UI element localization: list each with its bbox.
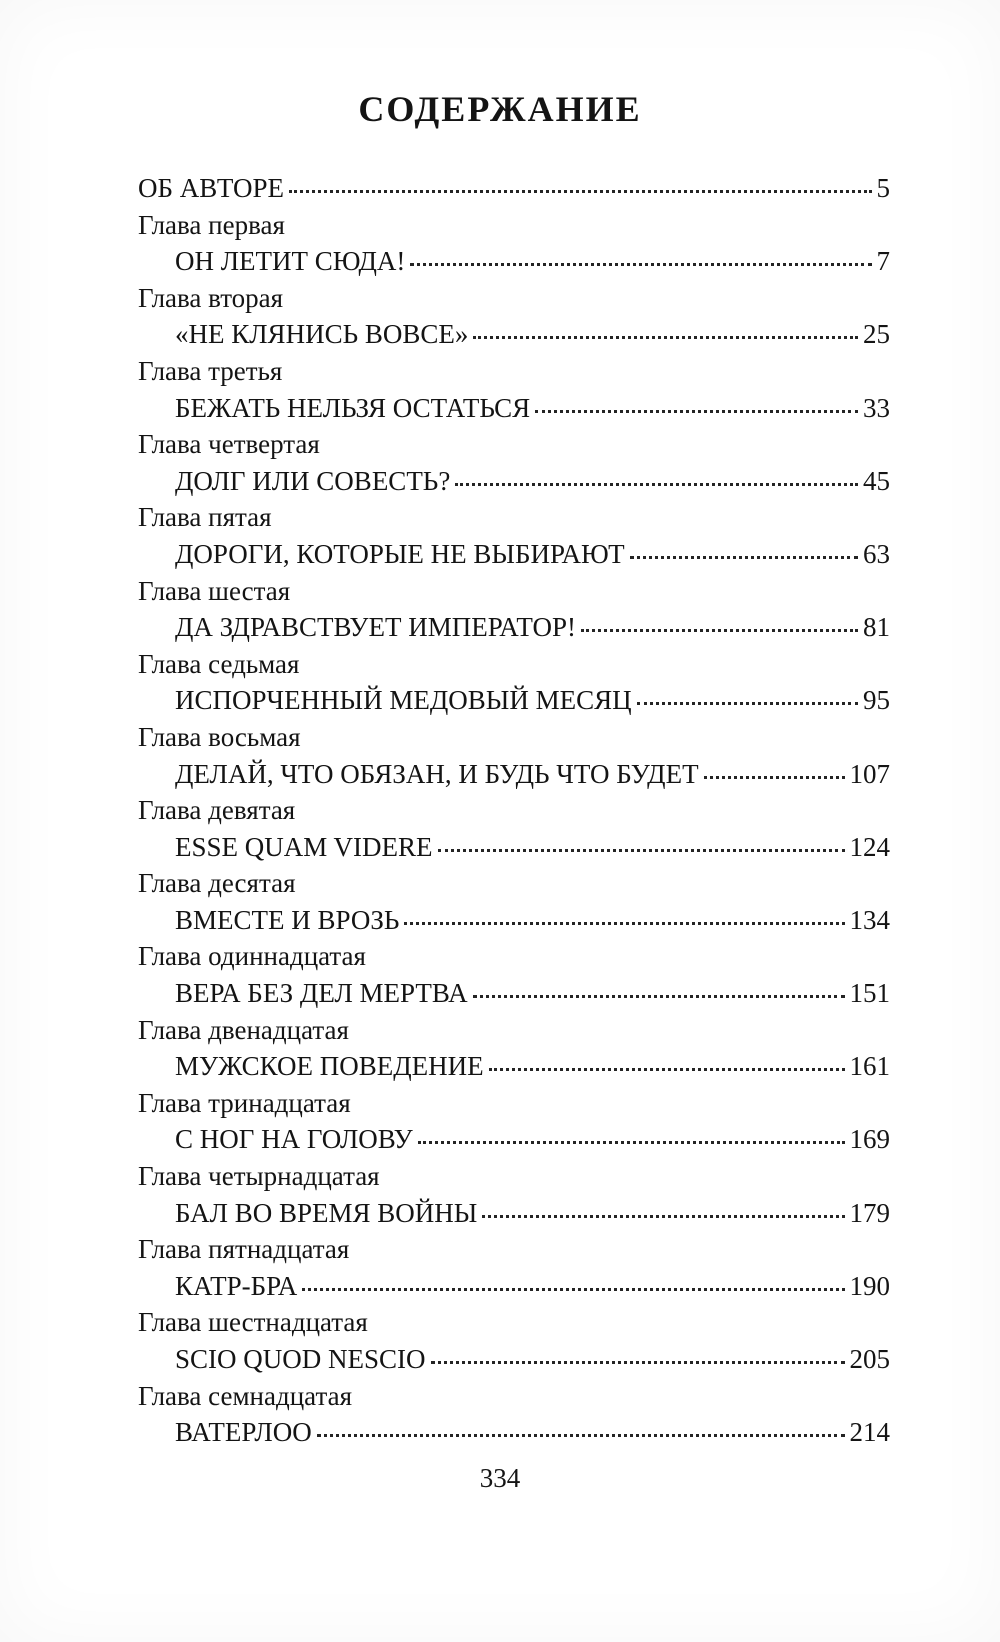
toc-list — [138, 170, 890, 1451]
toc-entry-title: ДЕЛАЙ, ЧТО ОБЯЗАН, И БУДЬ ЧТО БУДЕТ — [175, 758, 699, 789]
toc-entry-title: МУЖСКОЕ ПОВЕДЕНИЕ — [175, 1051, 484, 1082]
chapter-heading: Глава одиннадцатая — [138, 941, 366, 972]
toc-entry-title: ДА ЗДРАВСТВУЕТ ИМПЕРАТОР! — [175, 612, 577, 643]
toc-entry-line — [138, 1341, 890, 1378]
chapter-heading: Глава вторая — [138, 282, 284, 313]
toc-entry-line — [138, 902, 890, 939]
toc-page-number: 7 — [876, 246, 890, 277]
toc-entry — [138, 865, 890, 938]
dot-leader — [482, 1215, 844, 1218]
dot-leader — [637, 702, 858, 705]
footer-page-number: 334 — [479, 1463, 521, 1493]
toc-entry-title: ОБ АВТОРЕ — [138, 173, 285, 203]
toc-entry-title: «НЕ КЛЯНИСЬ ВОВСЕ» — [175, 319, 469, 350]
chapter-heading: Глава седьмая — [138, 648, 300, 679]
toc-entry-line — [138, 975, 890, 1012]
toc-entry — [138, 646, 890, 719]
dot-leader — [438, 849, 845, 852]
toc-entry — [138, 207, 890, 280]
toc-page-number: 190 — [849, 1270, 890, 1301]
toc-entry — [138, 170, 890, 207]
toc-page-number: 151 — [849, 978, 890, 1009]
toc-entry-title: БЕЖАТЬ НЕЛЬЗЯ ОСТАТЬСЯ — [175, 392, 531, 423]
toc-entry-line — [138, 1048, 890, 1085]
chapter-heading: Глава четырнадцатая — [138, 1161, 380, 1192]
toc-entry-title: С НОГ НА ГОЛОВУ — [175, 1124, 413, 1155]
toc-page-number: 124 — [849, 831, 890, 862]
toc-page-number: 63 — [863, 538, 890, 569]
chapter-heading: Глава пятнадцатая — [138, 1234, 350, 1265]
toc-entry-title: ИСПОРЧЕННЫЙ МЕДОВЫЙ МЕСЯЦ — [175, 685, 632, 716]
chapter-heading: Глава двенадцатая — [138, 1014, 349, 1045]
toc-entry-line — [138, 682, 890, 719]
toc-entry-title: ОН ЛЕТИТ СЮДА! — [175, 246, 406, 277]
chapter-heading: Глава шестая — [138, 575, 291, 606]
toc-entry — [138, 353, 890, 426]
chapter-heading: Глава семнадцатая — [138, 1380, 352, 1411]
toc-entry-line — [138, 170, 890, 207]
chapter-heading: Глава первая — [138, 209, 285, 240]
toc-page-number: 25 — [863, 319, 890, 350]
toc-page-number: 214 — [849, 1417, 890, 1448]
dot-leader — [581, 629, 858, 632]
chapter-heading: Глава третья — [138, 355, 283, 386]
toc-entry — [138, 1158, 890, 1231]
toc-entry — [138, 938, 890, 1011]
dot-leader — [418, 1141, 845, 1144]
toc-page-number: 33 — [863, 392, 890, 423]
dot-leader — [317, 1434, 845, 1437]
toc-entry-line — [138, 829, 890, 866]
dot-leader — [410, 263, 871, 266]
dot-leader — [404, 922, 844, 925]
toc-entry-line — [138, 536, 890, 573]
chapter-heading: Глава тринадцатая — [138, 1087, 351, 1118]
dot-leader — [535, 410, 858, 413]
toc-entry-line — [138, 463, 890, 500]
toc-page-number: 169 — [849, 1124, 890, 1155]
chapter-heading: Глава четвертая — [138, 429, 320, 460]
toc-entry-line — [138, 390, 890, 427]
dot-leader — [455, 483, 858, 486]
toc-entry-line — [138, 316, 890, 353]
toc-entry — [138, 573, 890, 646]
toc-entry-title: ВАТЕРЛОО — [175, 1417, 312, 1448]
toc-page-number: 81 — [863, 612, 890, 643]
toc-entry-title: ДОЛГ ИЛИ СОВЕСТЬ? — [175, 465, 451, 496]
dot-leader — [473, 336, 858, 339]
toc-entry-line — [138, 1414, 890, 1451]
toc-page-number: 179 — [849, 1197, 890, 1228]
toc-entry-title: КАТР-БРА — [175, 1270, 298, 1301]
toc-entry — [138, 792, 890, 865]
dot-leader — [630, 556, 858, 559]
toc-entry-line — [138, 243, 890, 280]
toc-page-number: 5 — [876, 173, 890, 203]
toc-entry-line — [138, 1121, 890, 1158]
dot-leader — [489, 1068, 845, 1071]
dot-leader — [302, 1288, 844, 1291]
toc-page-number: 205 — [849, 1344, 890, 1374]
dot-leader — [473, 995, 845, 998]
toc-page-number: 161 — [849, 1051, 890, 1082]
toc-entry — [138, 1304, 890, 1377]
toc-entry-line — [138, 756, 890, 793]
toc-entry — [138, 280, 890, 353]
toc-entry — [138, 1231, 890, 1304]
toc-entry-title: ДОРОГИ, КОТОРЫЕ НЕ ВЫБИРАЮТ — [175, 538, 625, 569]
toc-entry-title: ESSE QUAM VIDERE — [175, 831, 433, 862]
toc-entry — [138, 1378, 890, 1451]
toc-page-number: 95 — [863, 685, 890, 716]
toc-page-number: 45 — [863, 465, 890, 496]
toc-entry-title: SCIO QUOD NESCIO — [175, 1344, 426, 1374]
chapter-heading: Глава пятая — [138, 502, 272, 533]
page-title: СОДЕРЖАНИЕ — [358, 89, 642, 129]
toc-entry-title: ВМЕСТЕ И ВРОЗЬ — [175, 904, 400, 935]
chapter-heading: Глава девятая — [138, 795, 296, 826]
toc-entry-title: ВЕРА БЕЗ ДЕЛ МЕРТВА — [175, 978, 468, 1009]
toc-entry — [138, 1012, 890, 1085]
toc-entry — [138, 426, 890, 499]
toc-entry — [138, 1085, 890, 1158]
chapter-heading: Глава десятая — [138, 868, 296, 899]
chapter-heading: Глава восьмая — [138, 721, 301, 752]
toc-entry-line — [138, 1195, 890, 1232]
toc-entry — [138, 719, 890, 792]
dot-leader — [289, 190, 871, 193]
chapter-heading: Глава шестнадцатая — [138, 1307, 368, 1338]
toc-entry-line — [138, 609, 890, 646]
toc-entry-line — [138, 1268, 890, 1305]
dot-leader — [704, 776, 845, 779]
toc-entry-title: БАЛ ВО ВРЕМЯ ВОЙНЫ — [175, 1197, 478, 1228]
toc-entry — [138, 499, 890, 572]
dot-leader — [431, 1361, 845, 1364]
toc-page-number: 107 — [849, 758, 890, 789]
toc-page-number: 134 — [849, 904, 890, 935]
